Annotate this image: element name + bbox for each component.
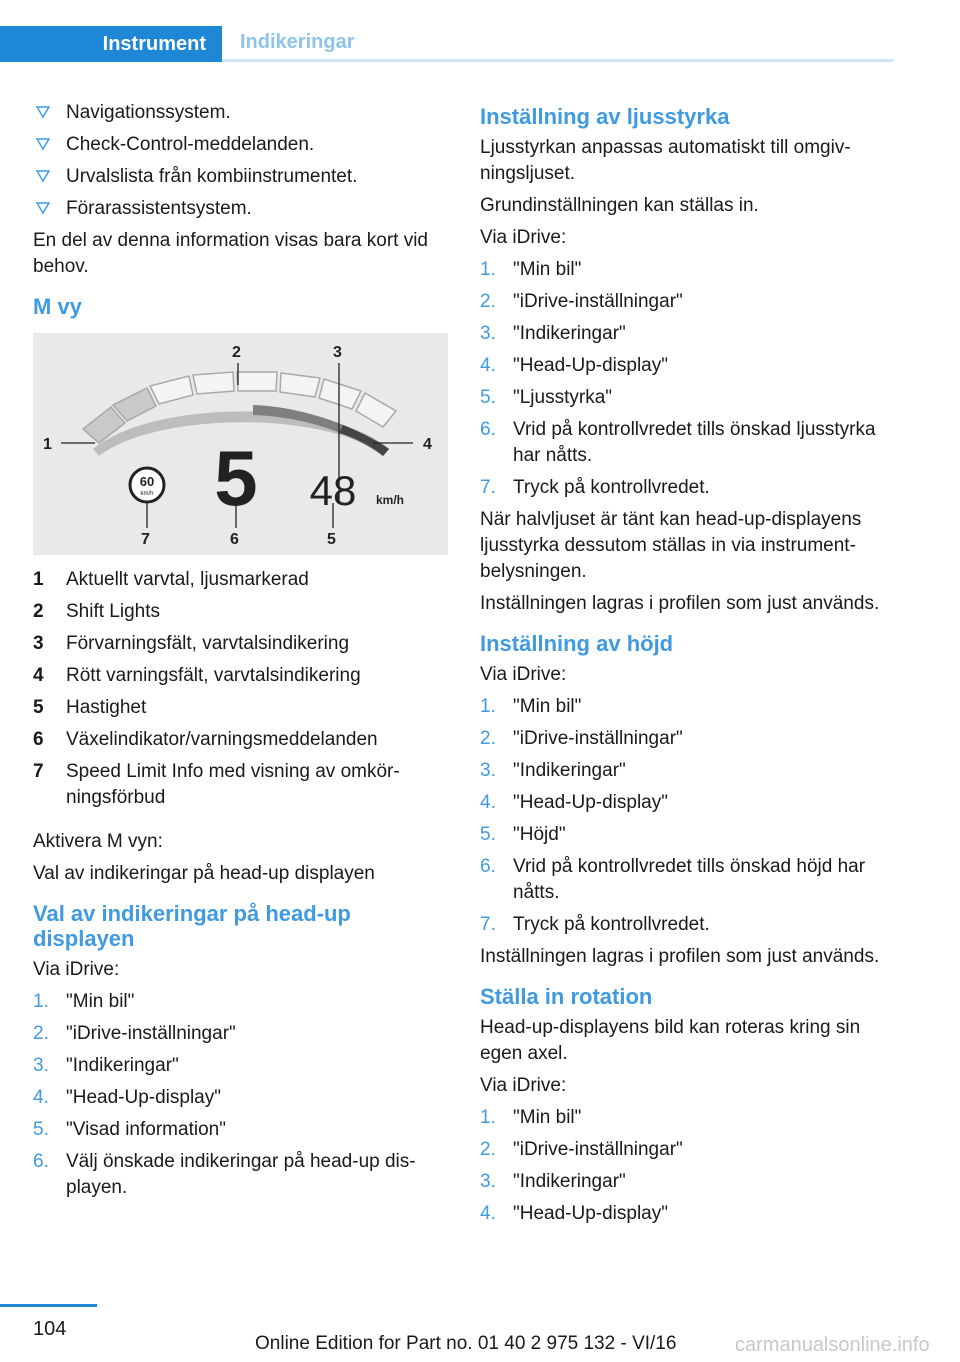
brightness-p3: När halvljuset är tänt kan head-up-displayens ljusstyrka dessutom ställas in via instrumentbelysningen. <box>480 509 862 582</box>
step-number: 3. <box>33 1055 49 1076</box>
list-item <box>33 631 448 657</box>
step-number: 5. <box>33 1119 49 1140</box>
brightness-p4: Inställningen lagras i profilen som just används. <box>480 593 880 614</box>
list-item <box>480 321 900 347</box>
list-item <box>480 1137 900 1163</box>
list-item <box>480 1201 900 1227</box>
height-p1: Inställningen lagras i profilen som just används. <box>480 946 880 967</box>
step-number: 1. <box>33 991 49 1012</box>
step-text: Tryck på kontrollvredet. <box>513 914 710 935</box>
step-text: "Head-Up-display" <box>513 355 668 376</box>
list-item <box>33 695 448 721</box>
legend-number: 2 <box>33 601 44 622</box>
list-item <box>33 196 448 222</box>
list-item <box>33 1021 448 1047</box>
step-list <box>33 989 448 1201</box>
step-text: Vrid på kontrollvredet tills önskad ljusstyrka har nåtts. <box>513 419 876 466</box>
step-number: 2. <box>33 1023 49 1044</box>
step-text: Vrid på kontrollvredet tills önskad höjd har nåtts. <box>513 856 866 903</box>
list-item <box>33 100 448 126</box>
legend-number: 1 <box>33 569 44 590</box>
list-item <box>33 1085 448 1111</box>
step-number: 4. <box>480 355 496 376</box>
step-text: "Indikeringar" <box>66 1055 179 1076</box>
watermark: carmanualsonline.info <box>735 1334 930 1356</box>
via-idrive: Via iDrive: <box>480 1075 567 1096</box>
legend-text: Förvarningsfält, varvtalsindikering <box>66 633 350 654</box>
legend-number: 7 <box>33 761 44 782</box>
step-number: 7. <box>480 477 496 498</box>
list-item <box>480 854 900 906</box>
step-number: 3. <box>480 323 496 344</box>
step-text: "Min bil" <box>513 696 582 717</box>
step-text: "iDrive-inställningar" <box>66 1023 236 1044</box>
list-item <box>33 164 448 190</box>
step-number: 5. <box>480 387 496 408</box>
activate-value: Val av indikeringar på head-up displayen <box>33 863 375 884</box>
callout-3: 3 <box>333 344 342 361</box>
tab-instrument[interactable]: Instrument <box>0 26 222 62</box>
right-column <box>480 100 900 1233</box>
step-number: 2. <box>480 728 496 749</box>
legend-number: 6 <box>33 729 44 750</box>
step-number: 1. <box>480 1107 496 1128</box>
step-text: "Visad information" <box>66 1119 226 1140</box>
list-item <box>33 567 448 593</box>
step-text: "Min bil" <box>513 259 582 280</box>
activate-label: Aktivera M vyn: <box>33 831 163 852</box>
step-number: 1. <box>480 696 496 717</box>
callout-2: 2 <box>232 344 241 361</box>
step-number: 4. <box>33 1087 49 1108</box>
list-item <box>33 599 448 625</box>
speed-value: 48 <box>309 467 357 514</box>
list-item <box>33 989 448 1015</box>
legend-text: Växelindikator/varningsmeddelanden <box>66 729 378 750</box>
step-number: 6. <box>480 419 496 440</box>
list-item <box>33 759 448 811</box>
triangle-bullet-icon <box>36 201 50 215</box>
step-text: "Min bil" <box>66 991 135 1012</box>
bullet-text: Förarassistentsystem. <box>66 198 252 219</box>
step-text: "iDrive-inställningar" <box>513 291 683 312</box>
legend-number: 3 <box>33 633 44 654</box>
step-number: 4. <box>480 1203 496 1224</box>
speed-limit-sign <box>130 468 164 502</box>
step-text: "Head-Up-display" <box>66 1087 221 1108</box>
gear-indicator: 5 <box>214 434 258 522</box>
list-item <box>480 417 900 469</box>
list-item <box>480 353 900 379</box>
step-number: 6. <box>480 856 496 877</box>
list-item <box>480 790 900 816</box>
legend-number: 5 <box>33 697 44 718</box>
callout-6: 6 <box>230 531 239 548</box>
via-idrive: Via iDrive: <box>480 664 567 685</box>
bullet-text: Urvalslista från kombiinstrumentet. <box>66 166 358 187</box>
rotation-heading: Ställa in rotation <box>480 984 653 1009</box>
list-item <box>33 727 448 753</box>
bullet-text: Navigationssystem. <box>66 102 231 123</box>
step-list <box>480 694 900 938</box>
list-item <box>480 694 900 720</box>
legend-text: Hastighet <box>66 697 147 718</box>
list-item <box>480 758 900 784</box>
step-number: 2. <box>480 1139 496 1160</box>
step-number: 6. <box>33 1151 49 1172</box>
via-idrive: Via iDrive: <box>480 227 567 248</box>
step-list <box>480 1105 900 1227</box>
step-text: "iDrive-inställningar" <box>513 1139 683 1160</box>
left-column <box>33 100 448 1207</box>
step-number: 3. <box>480 760 496 781</box>
triangle-bullet-icon <box>36 137 50 151</box>
list-item <box>480 912 900 938</box>
step-text: "Ljusstyrka" <box>513 387 613 408</box>
brightness-heading: Inställning av ljusstyrka <box>480 104 730 129</box>
callout-7: 7 <box>141 531 150 548</box>
speed-unit: km/h <box>376 493 405 507</box>
step-text: "Min bil" <box>513 1107 582 1128</box>
section-heading-hud-indications: Val av indikeringar på head-up displayen <box>33 901 351 951</box>
list-item <box>480 1105 900 1131</box>
callout-1: 1 <box>43 436 52 453</box>
speed-limit-value: 60 <box>139 474 155 489</box>
list-item <box>480 822 900 848</box>
step-number: 2. <box>480 291 496 312</box>
intro-note: En del av denna information visas bara kort vid behov. <box>33 230 428 277</box>
list-item <box>480 475 900 501</box>
m-vy-heading: M vy <box>33 294 82 319</box>
brightness-p1: Ljusstyrkan anpassas automatiskt till omgivningsljuset. <box>480 137 851 184</box>
page-number: 104 <box>33 1318 67 1340</box>
step-number: 5. <box>480 824 496 845</box>
list-item <box>33 1053 448 1079</box>
callout-4: 4 <box>423 436 432 453</box>
step-text: Tryck på kontrollvredet. <box>513 477 710 498</box>
list-item <box>480 726 900 752</box>
step-text: "Höjd" <box>513 824 566 845</box>
triangle-bullet-icon <box>36 105 50 119</box>
brightness-p2: Grundinställningen kan ställas in. <box>480 195 759 216</box>
edition-line: Online Edition for Part no. 01 40 2 975 132 - VI/16 <box>255 1333 677 1354</box>
callout-5: 5 <box>327 531 336 548</box>
step-number: 1. <box>480 259 496 280</box>
m-view-illustration <box>33 333 448 555</box>
step-text: "Head-Up-display" <box>513 792 668 813</box>
via-idrive: Via iDrive: <box>33 959 120 980</box>
legend-text: Aktuellt varvtal, ljusmarkerad <box>66 569 309 590</box>
triangle-bullet-icon <box>36 169 50 183</box>
legend-text: Rött varningsfält, varvtalsindikering <box>66 665 361 686</box>
step-number: 7. <box>480 914 496 935</box>
step-text: "iDrive-inställningar" <box>513 728 683 749</box>
list-item <box>33 1117 448 1143</box>
rotation-p1: Head-up-displayens bild kan roteras kring sin egen axel. <box>480 1017 861 1064</box>
list-item <box>33 132 448 158</box>
list-item <box>480 1169 900 1195</box>
step-text: "Indikeringar" <box>513 323 626 344</box>
header <box>0 0 960 62</box>
info-bullet-list <box>33 100 448 222</box>
list-item <box>480 289 900 315</box>
height-heading: Inställning av höjd <box>480 631 674 656</box>
legend-text: Shift Lights <box>66 601 160 622</box>
list-item <box>33 663 448 689</box>
bullet-text: Check-Control-meddelanden. <box>66 134 315 155</box>
step-text: "Indikeringar" <box>513 1171 626 1192</box>
step-text: Välj önskade indikeringar på head-up displayen. <box>66 1151 416 1198</box>
figure-legend <box>33 567 448 811</box>
step-number: 4. <box>480 792 496 813</box>
legend-text: Speed Limit Info med visning av omkörningsförbud <box>66 761 400 808</box>
tab-indikeringar[interactable]: Indikeringar <box>222 26 894 62</box>
step-text: "Head-Up-display" <box>513 1203 668 1224</box>
step-list <box>480 257 900 501</box>
footer-rule <box>0 1304 97 1307</box>
step-text: "Indikeringar" <box>513 760 626 781</box>
list-item <box>480 385 900 411</box>
legend-number: 4 <box>33 665 44 686</box>
speed-limit-unit: km/h <box>140 491 154 497</box>
list-item <box>33 1149 448 1201</box>
step-number: 3. <box>480 1171 496 1192</box>
list-item <box>480 257 900 283</box>
